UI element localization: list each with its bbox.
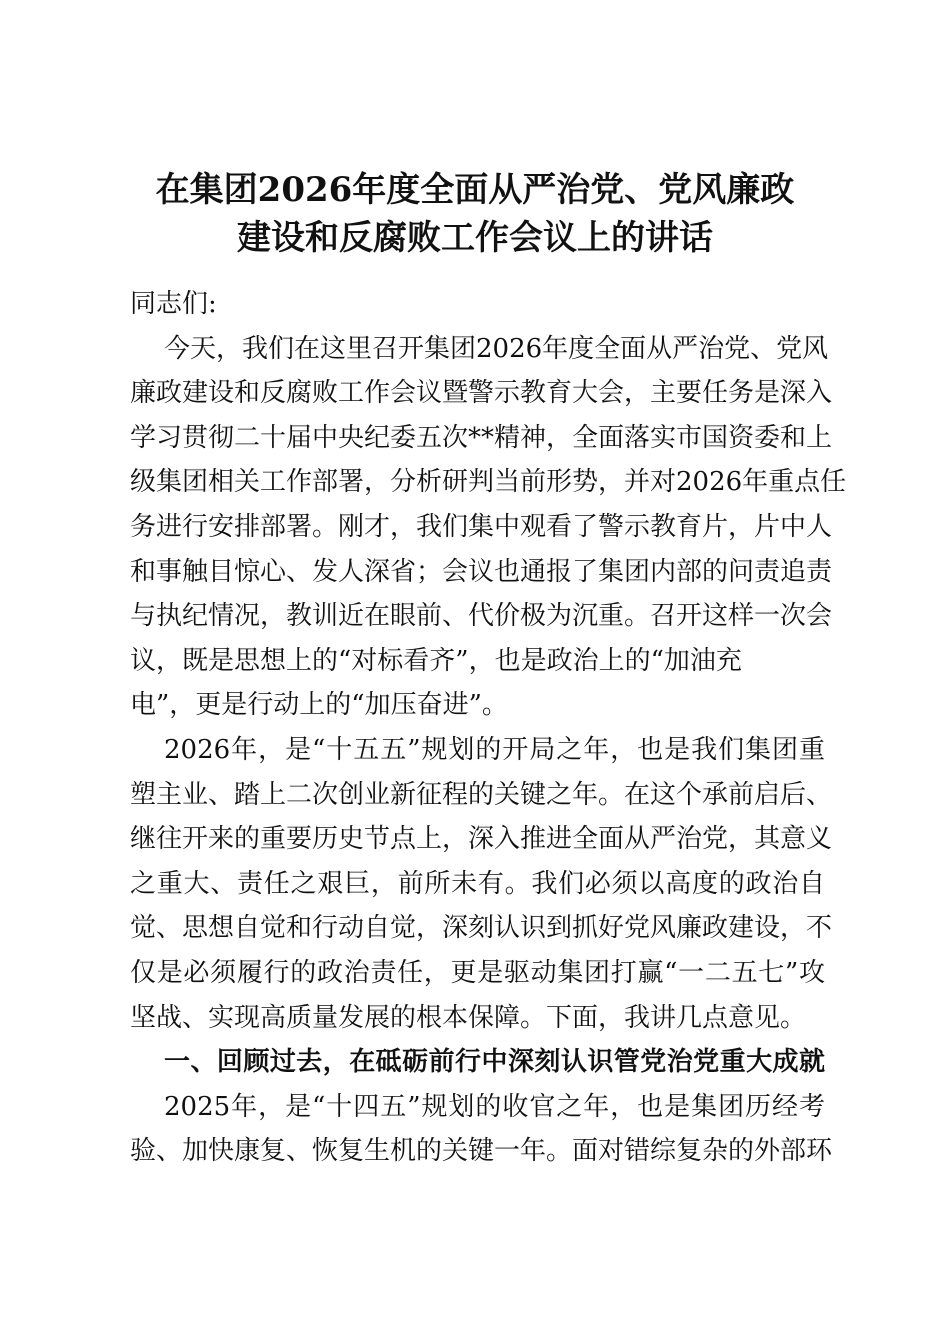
paragraph-3 (130, 1085, 833, 1174)
document-title-line-1: 在集团2026年度全面从严治党、党风廉政 (155, 170, 795, 210)
text-line: 与执纪情况，教训近在眼前、代价极为沉重。召开这样一次会 (130, 601, 833, 632)
section-heading-1: 一、回顾过去，在砥砺前行中深刻认识管党治党重大成就 (164, 1047, 825, 1078)
text-line: 廉政建设和反腐败工作会议暨警示教育大会，主要任务是深入 (130, 378, 833, 409)
text-line: 今天，我们在这里召开集团2026年度全面从严治党、党风 (164, 333, 829, 364)
text-line: 电”，更是行动上的“加压奋进”。 (130, 690, 508, 721)
text-line: 塑主业、踏上二次创业新征程的关键之年。在这个承前启后、 (130, 779, 833, 810)
document-title-line-2: 建设和反腐败工作会议上的讲话 (237, 218, 713, 258)
text-line: 仅是必须履行的政治责任，更是驱动集团打赢“一二五七”攻 (130, 957, 825, 988)
text-line: 2026年，是“十五五”规划的开局之年，也是我们集团重 (164, 734, 825, 765)
salutation: 同志们: (130, 289, 217, 319)
text-line: 之重大、责任之艰巨，前所未有。我们必须以高度的政治自 (130, 868, 825, 899)
text-line: 和事触目惊心、发人深省；会议也通报了集团内部的问责追责 (130, 556, 833, 587)
text-line: 2025年，是“十四五”规划的收官之年，也是集团历经考 (164, 1091, 825, 1122)
text-line: 务进行安排部署。刚才，我们集中观看了警示教育片，片中人 (130, 511, 833, 542)
text-line: 坚战、实现高质量发展的根本保障。下面，我讲几点意见。 (130, 1002, 807, 1033)
text-line: 验、加快康复、恢复生机的关键一年。面对错综复杂的外部环 (130, 1136, 833, 1167)
text-line: 学习贯彻二十届中央纪委五次**精神，全面落实市国资委和上 (130, 422, 833, 453)
paragraph-2 (130, 728, 833, 1040)
text-line: 继往开来的重要历史节点上，深入推进全面从严治党，其意义 (130, 824, 833, 855)
text-line: 觉、思想自觉和行动自觉，深刻认识到抓好党风廉政建设，不 (130, 913, 833, 944)
text-line: 议，既是思想上的“对标看齐”，也是政治上的“加油充 (130, 645, 742, 676)
document-body (130, 282, 847, 1174)
text-line: 级集团相关工作部署，分析研判当前形势，并对2026年重点任 (130, 467, 847, 498)
paragraph-1 (130, 327, 847, 728)
